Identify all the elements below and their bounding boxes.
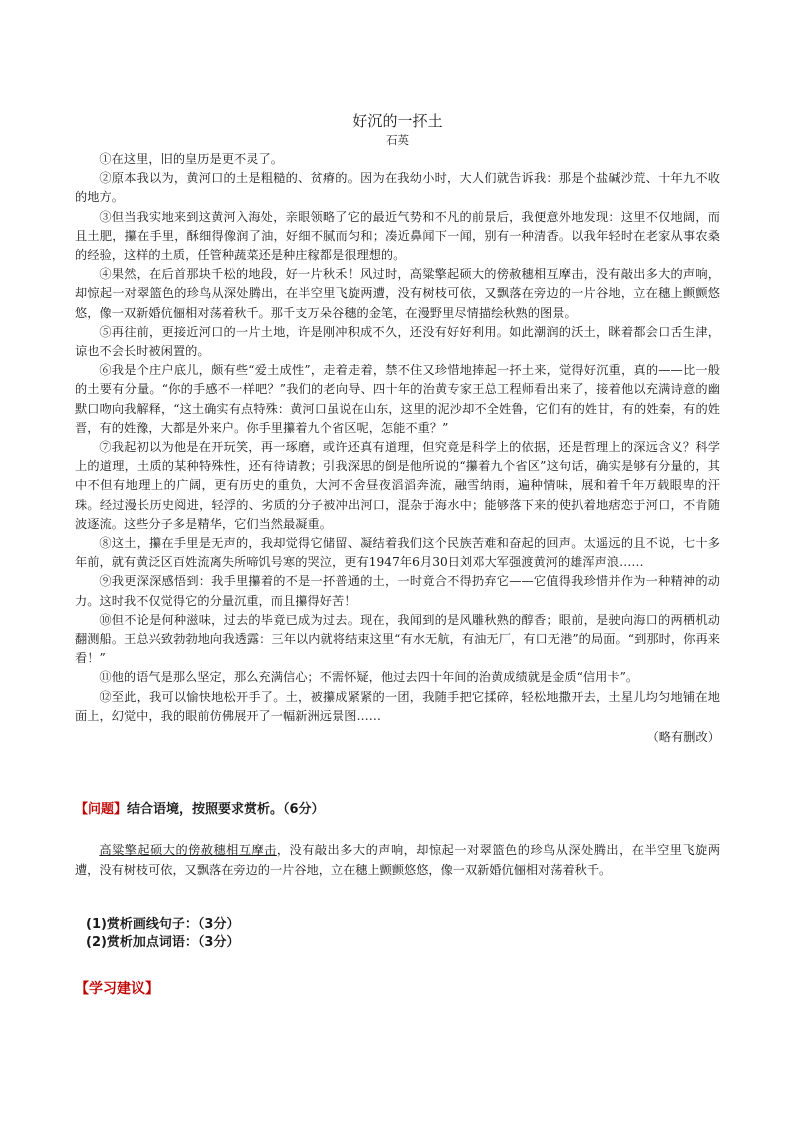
paragraph-11: ⑪他的语气是那么坚定，那么充满信心；不需怀疑，他过去四十年间的治黄成绩就是金质“信用卡”。 (99, 670, 639, 685)
paragraph-3: ③但当我实地来到这黄河入海处，亲眼领略了它的最近气势和不凡的前景后，我便意外地发现：这里不仅地阔，而且土肥，攥在手里，酥细得像润了油，好细不腻而匀和；凑近鼻闻下一闻，别有一种清香。以我年轻时在老家从事农桑的经验，这样的土质，任管种蔬菜还是种庄稼都是很理想的。 (75, 209, 720, 263)
question-tag: 【问题】 (75, 802, 128, 817)
paragraph-8: ⑧这土，攥在手里是无声的，我却觉得它储留、凝结着我们这个民族苦难和奋起的回声。太遥远的且不说，七十多年前，就有黄泛区百姓流离失所啼饥号寒的哭泣，更有1947年6月30日刘邓大军强渡黄河的雄浑声浪…… (75, 536, 720, 570)
study-suggestion-label: 【学习建议】 (75, 981, 159, 997)
article-title: 好沉的一抔土 (352, 112, 443, 130)
sub-questions (86, 916, 731, 952)
underlined-sentence: 高粱擎起硕大的傍赦穗相互摩击 (99, 843, 277, 857)
excerpt-rest: ，没有敲出多大的声响，却惊起一对翠篮色的珍鸟从深处腾出，在半空里飞旋两遭，没有树枝可依，又飘落在旁边的一片谷地，立在穗上颤颤悠悠，像一双新婚伉俪相对荡着秋千。 (75, 843, 721, 877)
sub-question-2: (2)赏析加点词语：（3分） (86, 935, 240, 950)
paragraph-4: ④果然，在后首那块千松的地段，好一片秋禾！风过时，高粱擎起硕大的傍赦穗相互摩击，没有敲出多大的声响，却惊起一对翠篮色的珍鸟从深处腾出，在半空里飞旋两遭，没有树枝可依，又飘落在旁边的一片谷地，立在穗上颤颤悠悠，像一双新婚伉俪相对荡着秋千。那千支万朵谷穗的金笔，在漫野里尽情描绘秋熟的图景。 (75, 267, 720, 320)
paragraph-12: ⑫至此，我可以愉快地松开手了。土，被攥成紧紧的一团，我随手把它揉碎，轻松地撒开去，土星儿均匀地铺在地面上，幻觉中，我的眼前仿佛展开了一幅新洲远景图…… (75, 689, 720, 723)
paragraph-5: ⑤再往前，更接近河口的一片土地，许是刚冲积成不久，还没有好好利用。如此潮润的沃土，眯着都会口舌生津，谅也不会长时被闲置的。 (75, 324, 720, 359)
question-text: 结合语境，按照要求赏析。（6分） (127, 802, 325, 817)
question-excerpt (75, 840, 720, 880)
paragraph-10: ⑩但不论是何种滋味，过去的毕竟已成为过去。现在，我闻到的是风雕秋熟的醇香；眼前，是驶向海口的两栖机动翻测船。王总兴致勃勃地向我透露：三年以内就将结束这里“有水无航，有油无厂，有口无港”的局面。“到那时，你再来看！” (75, 612, 720, 666)
edit-note: （略有删改） (646, 730, 720, 745)
paragraph-2: ②原本我以为，黄河口的土是粗糙的、贫瘠的。因为在我幼小时，大人们就告诉我：那是个盐碱沙荒、十年九不收的地方。 (75, 171, 720, 205)
paragraph-6: ⑥我是个庄户底儿，颇有些“爱土成性”，走着走着，禁不住又珍惜地捧起一抔土来，觉得好沉重，真的——比一般的土要有分量。“你的手感不一样吧？”我们的老向导、四十年的治黄专家王总工程师看出来了，接着他以充满诗意的幽默口吻向我解释，“这土确实有点特殊：黄河口虽说在山东，这里的泥沙却不全姓鲁，它们有的姓甘，有的姓秦，有的姓晋，有的姓豫，大都是外来户。你手里攥着九个省区呢，怎能不重？” (75, 363, 720, 435)
paragraph-1: ①在这里，旧的皇历是更不灵了。 (99, 152, 283, 166)
article-author: 石英 (385, 133, 410, 147)
paragraph-7: ⑦我起初以为他是在开玩笑，再一琢磨，或许还真有道理，但究竟是科学上的依据，还是哲理上的深远含义？科学上的道理，土质的某种特殊性，还有待请教；引我深思的倒是他所说的“攥着九个省区”这句话，确实是够有分量的，其中不但有地理上的广阔，更有历史的重负，大河不舍昼夜滔滔奔流，融雪纳雨，遍种情味，展和着千年万载眼卑的汗珠。经过漫长历史阅进，轻浮的、劣质的分子被冲出河口，混杂于海水中；能够落下来的使扒着地痞恋于河口，不肯随波逐流。这些分子多是精华，它们当然最凝重。 (75, 440, 720, 531)
paragraph-9: ⑨我更深深感悟到：我手里攥着的不是一抔普通的土，一时竟合不得扔弃它——它值得我珍惜并作为一种精神的动力。这时我不仅觉得它的分量沉重，而且攥得好苦！ (75, 574, 720, 608)
question-heading (75, 800, 720, 820)
article (75, 110, 720, 747)
sub-question-1: (1)赏析画线句子：（3分） (86, 917, 240, 932)
